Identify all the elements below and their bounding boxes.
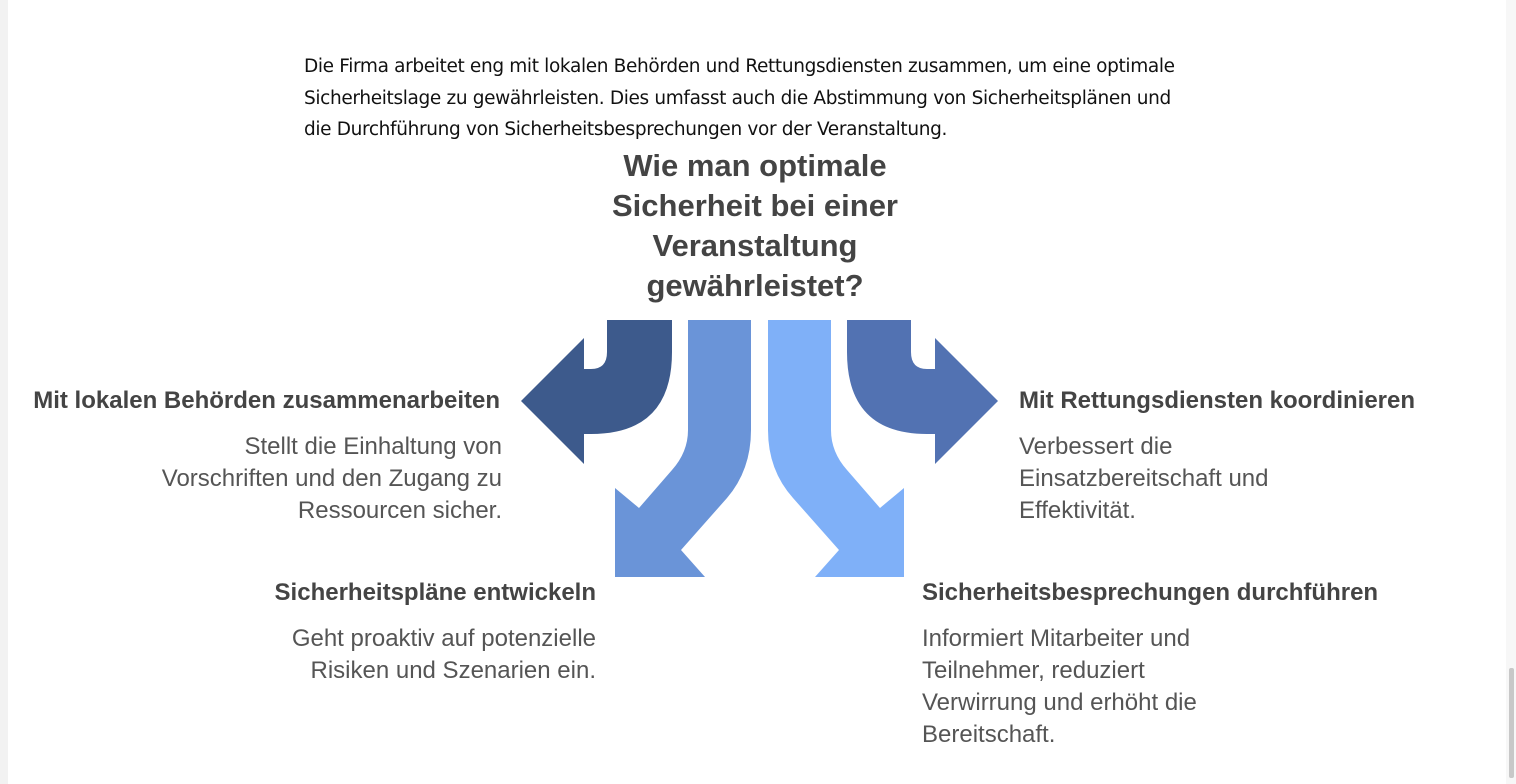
arrow-left-authorities (521, 320, 672, 464)
title-line: Veranstaltung (652, 228, 858, 263)
node-emergency-heading: Mit Rettungsdiensten koordinieren (1019, 387, 1416, 414)
node-authorities-heading: Mit lokalen Behörden zusammenarbeiten (33, 387, 500, 414)
title-line: Sicherheit bei einer (612, 188, 898, 223)
arrow-right-emergency (847, 320, 998, 464)
title-line: gewährleistet? (646, 268, 864, 303)
node-briefings-heading: Sicherheitsbesprechungen durchführen (922, 579, 1379, 606)
node-plans-heading: Sicherheitspläne entwickeln (274, 579, 596, 606)
intro-paragraph: Die Firma arbeitet eng mit lokalen Behörden und Rettungsdiensten zusammen, um eine optimale Sicherheitslage zu gewährleisten. Dies umfasst auch die Abstimmung von Sicherheitsplänen und die Durchführung von Sicherheitsbesprechungen vor der Veranstaltung. (304, 56, 1175, 140)
title-line: Wie man optimale (623, 148, 887, 183)
node-authorities-description: Stellt die Einhaltung von Vorschriften und den Zugang zu Ressourcen sicher. (161, 433, 502, 524)
node-emergency-description: Verbessert die Einsatzbereitschaft und Effektivität. (1019, 433, 1269, 524)
node-plans-description: Geht proaktiv auf potenzielle Risiken und Szenarien ein. (291, 625, 596, 684)
node-briefings-description: Informiert Mitarbeiter und Teilnehmer, reduziert Verwirrung und erhöht die Bereitschaft. (922, 625, 1197, 748)
